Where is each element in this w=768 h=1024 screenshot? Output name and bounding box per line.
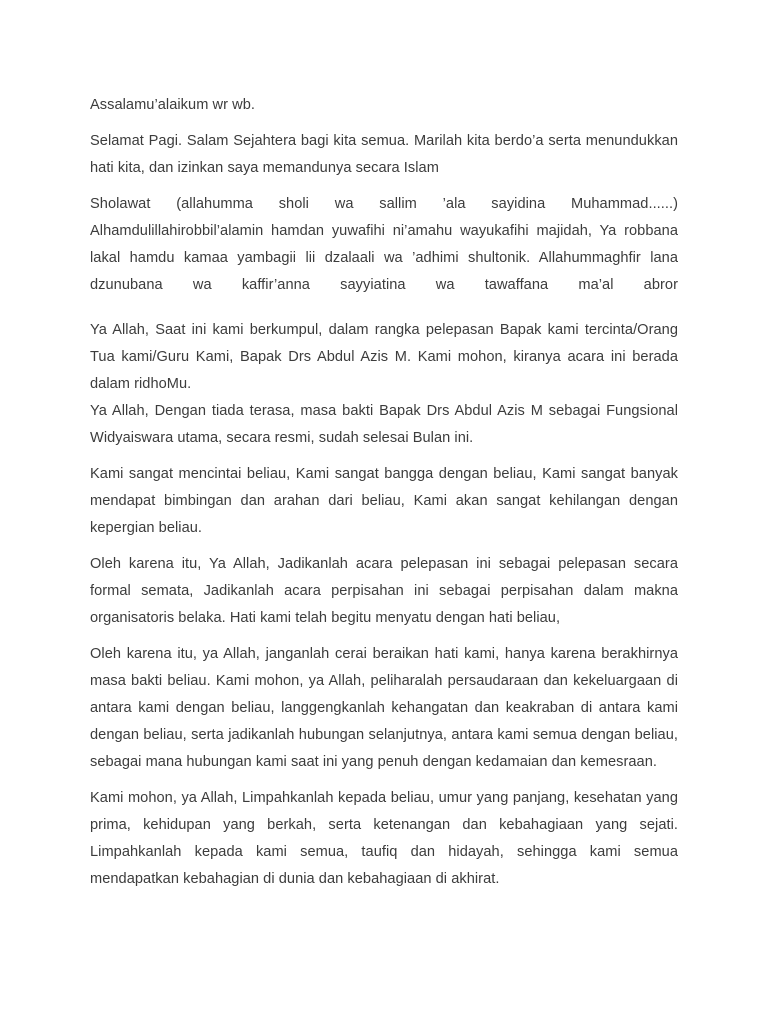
paragraph-service-term: Ya Allah, Dengan tiada terasa, masa bakti Bapak Drs Abdul Azis M sebagai Fungsional Widyaiswara utama, secara resmi, sudah selesai Bulan ini. xyxy=(90,403,678,446)
paragraph-gathering: Ya Allah, Saat ini kami berkumpul, dalam rangka pelepasan Bapak kami tercinta/Orang Tua kami/Guru Kami, Bapak Drs Abdul Azis M. Kami mohon, kiranya acara ini berada dalam ridhoMu. xyxy=(90,322,678,392)
paragraph-unity: Oleh karena itu, ya Allah, janganlah cerai beraikan hati kami, hanya karena berakhirnya masa bakti beliau. Kami mohon, ya Allah, peliharalah persaudaraan dan kekeluargaan di antara kami dengan beliau, langgengkanlah kehangatan dan keakraban di antara kami dengan beliau, serta jadikanlah hubungan selanjutnya, antara kami semua dengan beliau, sebagai mana hubungan kami saat ini yang penuh dengan kedamaian dan kemesraan. xyxy=(90,646,678,770)
paragraph-opening: Selamat Pagi. Salam Sejahtera bagi kita semua. Marilah kita berdo’a serta menundukkan hati kita, dan izinkan saya memandunya secara Islam xyxy=(90,133,678,176)
greeting-line: Assalamu’alaikum wr wb. xyxy=(90,97,255,113)
paragraph-farewell-formal: Oleh karena itu, Ya Allah, Jadikanlah acara pelepasan ini sebagai pelepasan secara formal semata, Jadikanlah acara perpisahan ini sebagai perpisahan dalam makna organisatoris belaka. Hati kami telah begitu menyatu dengan hati beliau, xyxy=(90,556,678,626)
paragraph-blessing: Kami mohon, ya Allah, Limpahkanlah kepada beliau, umur yang panjang, kesehatan yang prima, kehidupan yang berkah, serta ketenangan dan kebahagiaan yang sejati. Limpahkanlah kepada kami semua, taufiq dan hidayah, sehingga kami semua mendapatkan kebahagian di dunia dan kebahagiaan di akhirat. xyxy=(90,790,678,887)
paragraph-sholawat: Sholawat (allahumma sholi wa sallim ’ala sayidina Muhammad......) Alhamdulillahirobbil’alamin hamdan yuwafihi ni’amahu wayukafihi majidah, Ya robbana lakal hamdu kamaa yambagii lii dzalaali wa ’adhimi shultonik. Allahummaghfir lana dzunubana wa kaffir’anna sayyiatina wa tawaffana ma’al abror xyxy=(90,196,678,293)
paragraph-love: Kami sangat mencintai beliau, Kami sangat bangga dengan beliau, Kami sangat banyak mendapat bimbingan dan arahan dari beliau, Kami akan sangat kehilangan dengan kepergian beliau. xyxy=(90,466,678,536)
document-body xyxy=(90,92,678,902)
